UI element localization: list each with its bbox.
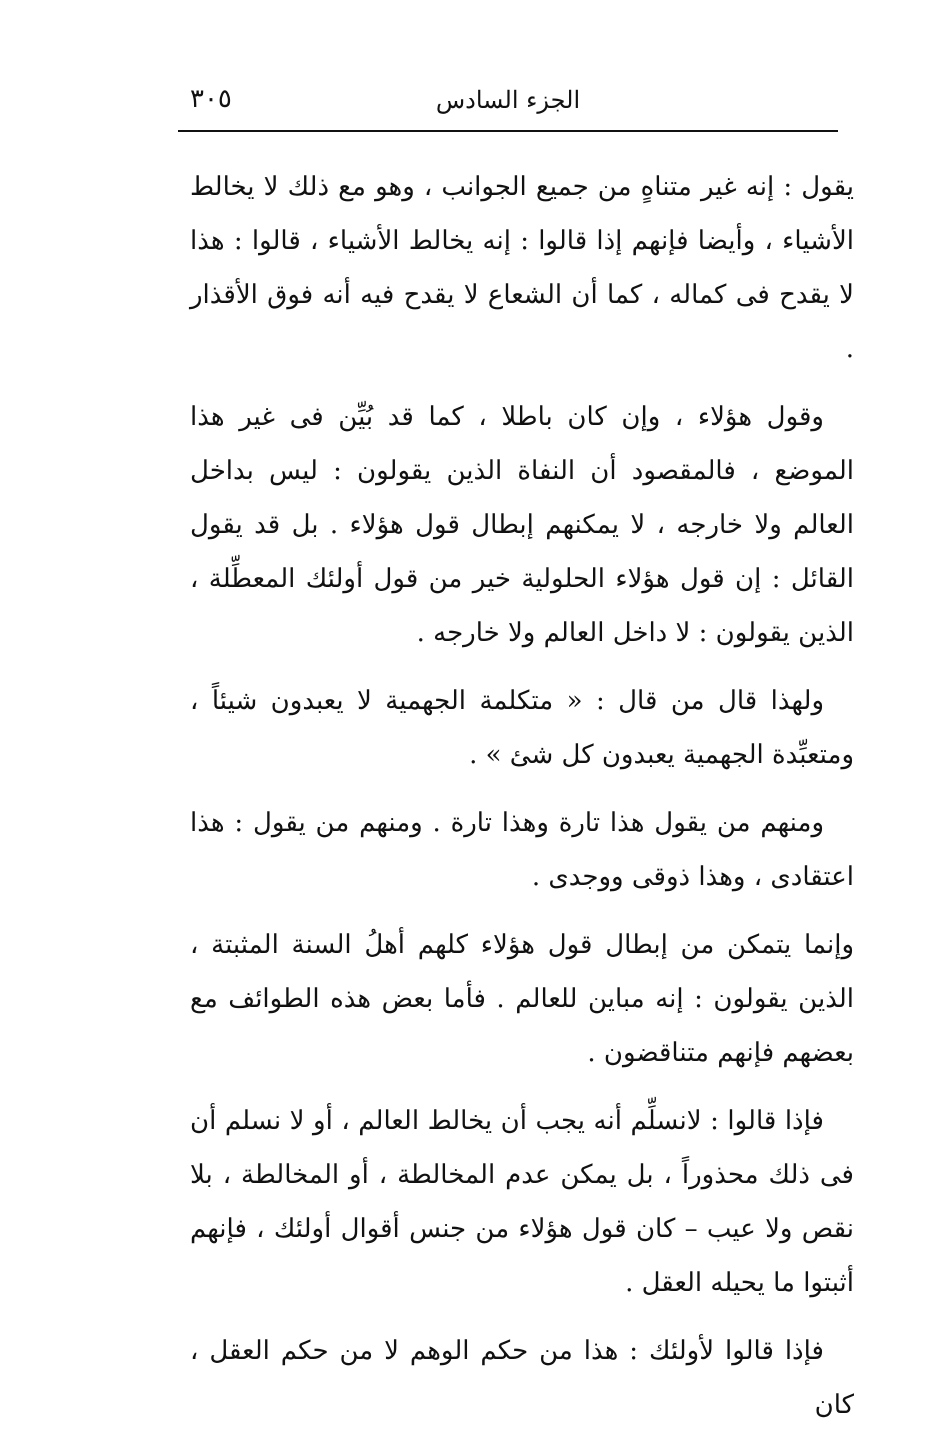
running-title: الجزء السادس bbox=[435, 86, 581, 114]
page-number: ٣٠٥ bbox=[190, 84, 232, 114]
paragraph-7: فإذا قالوا لأولئك : هذا من حكم الوهم لا من حكم العقل ، كان bbox=[190, 1336, 854, 1420]
paragraph-1: يقول : إنه غير متناهٍ من جميع الجوانب ، وهو مع ذلك لا يخالط الأشياء ، وأيضا فإنهم إذا قالوا : إنه يخالط الأشياء ، قالوا : هذا لا يقدح فى كماله ، كما أن الشعاع لا يقدح فيه أنه فوق الأقذار . bbox=[190, 172, 854, 364]
paragraph-6: فإذا قالوا : لانسلِّم أنه يجب أن يخالط العالم ، أو لا نسلم أن فى ذلك محذوراً ، بل يمكن عدم المخالطة ، أو المخالطة ، بلا نقص ولا عيب – كان قول هؤلاء من جنس أقوال أولئك ، فإنهم أثبتوا ما يحيله العقل . bbox=[190, 1106, 854, 1298]
paragraph-5: وإنما يتمكن من إبطال قول هؤلاء كلهم أهلُ السنة المثبتة ، الذين يقولون : إنه مباين للعالم . فأما بعض هذه الطوائف مع بعضهم فإنهم متناقضون . bbox=[190, 930, 854, 1068]
paragraph-4: ومنهم من يقول هذا تارة وهذا تارة . ومنهم من يقول : هذا اعتقادى ، وهذا ذوقى ووجدى . bbox=[190, 808, 854, 892]
page-header bbox=[178, 78, 838, 124]
paragraph-2: وقول هؤلاء ، وإن كان باطلا ، كما قد بُيِّن فى غير هذا الموضع ، فالمقصود أن النفاة الذين يقولون : ليس بداخل العالم ولا خارجه ، لا يمكنهم إبطال قول هؤلاء . بل قد يقول القائل : إن قول هؤلاء الحلولية خير من قول أولئك المعطِّلة ، الذين يقولون : لا داخل العالم ولا خارجه . bbox=[190, 402, 854, 648]
page-body bbox=[190, 160, 854, 1446]
header-divider bbox=[178, 130, 838, 132]
paragraph-3: ولهذا قال من قال : « متكلمة الجهمية لا يعبدون شيئاً ، ومتعبِّدة الجهمية يعبدون كل شئ » . bbox=[190, 686, 854, 770]
